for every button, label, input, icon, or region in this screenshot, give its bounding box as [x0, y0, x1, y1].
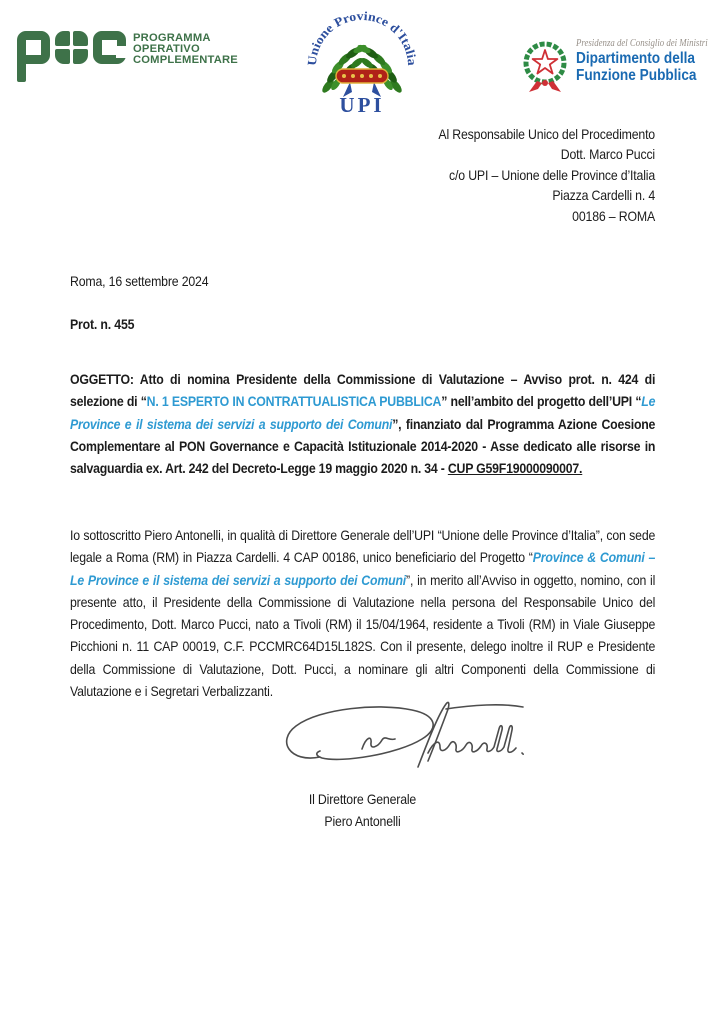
signature-role: Il Direttore Generale: [308, 791, 417, 807]
subject-text: ”, finanziato dal Programma Azione Coesione Complementare al PON Governance e Capacità Istituzionale 2014-2020 - Asse dedicato alle risorse in salvaguardia ex. Art. 242 del Decreto-Legge 19 maggio 2020 n. 34 -: [70, 415, 656, 477]
subject-paragraph: [70, 368, 655, 479]
crown-band-icon: [336, 69, 388, 83]
handwritten-signature: [276, 697, 532, 783]
recipient-block: [70, 124, 655, 226]
body-highlight-project: Province & Comuni – Le Province e il sistema dei servizi a supporto dei Comuni: [70, 549, 656, 588]
poc-letters-icon: [17, 31, 129, 85]
recipient-line: c/o UPI – Unione delle Province d’Italia: [449, 166, 655, 183]
dfp-logo: [518, 36, 718, 98]
poc-wordmark: [133, 33, 238, 65]
subject-highlight-project: Le Province e il sistema dei servizi a supporto dei Comuni: [70, 393, 656, 432]
signature-name: Piero Antonelli: [324, 812, 401, 829]
svg-text:Unione Province d'Italia: [306, 9, 418, 67]
place-date: Roma, 16 settembre 2024: [70, 273, 209, 289]
protocol-number: Prot. n. 455: [70, 316, 135, 332]
subject-highlight-expert: N. 1 ESPERTO IN CONTRATTUALISTICA PUBBLICA: [146, 393, 442, 410]
upi-arc-text: Unione Province d'Italia: [306, 8, 418, 67]
dfp-text: [576, 38, 724, 84]
recipient-line: Piazza Cardelli n. 4: [552, 187, 655, 204]
upi-label: UPI: [339, 93, 385, 116]
subject-text: ” nell’ambito del progetto dell’UPI “: [441, 393, 642, 410]
poc-wordmark-line: COMPLEMENTARE: [133, 53, 238, 66]
poc-grid-icon: [55, 31, 88, 64]
body-text: ”, in merito all’Avviso in oggetto, nomino, con il presente atto, il Presidente della Commissione di Valutazione nella persona del Responsabile Unico del Procedimento, Dott. Marco Pucci, nato a Tivoli (RM) il 15/04/1964, residente a Tivoli (RM) in Viale Giuseppe Picchioni n. 11 CAP 00019, C.F. PCCMRC64D15L182S. Con il presente, delego inoltre il RUP e Presidente della Commissione di Valutazione, Dott. Pucci, a nominare gli altri Componenti della Commissione di Valutazione e i Segretari Verbalizzanti.: [70, 571, 656, 700]
body-paragraph: [70, 524, 655, 702]
subject-cup-code: CUP G59F19000090007.: [447, 460, 583, 477]
italy-emblem-icon: [518, 37, 572, 97]
recipient-line: 00186 – ROMA: [572, 207, 655, 224]
dfp-title-line2: Funzione Pubblica: [576, 66, 697, 84]
recipient-line: Dott. Marco Pucci: [560, 146, 655, 163]
body-text: Io sottoscritto Piero Antonelli, in qualità di Direttore Generale dell’UPI “Unione delle Province d’Italia”, con sede legale a Roma (RM) in Piazza Cardelli. 4 CAP 00186, unico beneficiario del Progetto “: [70, 527, 656, 566]
upi-wreath-icon: [306, 8, 418, 116]
dfp-script-text: Presidenza del Consiglio dei Ministri: [576, 38, 708, 49]
subject-text: OGGETTO: Atto di nomina Presidente della Commissione di Valutazione – Avviso prot. n. 424 di selezione di “: [70, 371, 656, 410]
recipient-line: Al Responsabile Unico del Procedimento: [438, 126, 655, 142]
poc-logo: [17, 31, 249, 95]
signature-block: [70, 789, 655, 832]
upi-logo: [306, 8, 418, 116]
dfp-title-line1: Dipartimento della: [576, 50, 695, 67]
poc-wordmark-line: PROGRAMMA: [133, 32, 211, 44]
poc-wordmark-line: OPERATIVO: [133, 42, 200, 55]
